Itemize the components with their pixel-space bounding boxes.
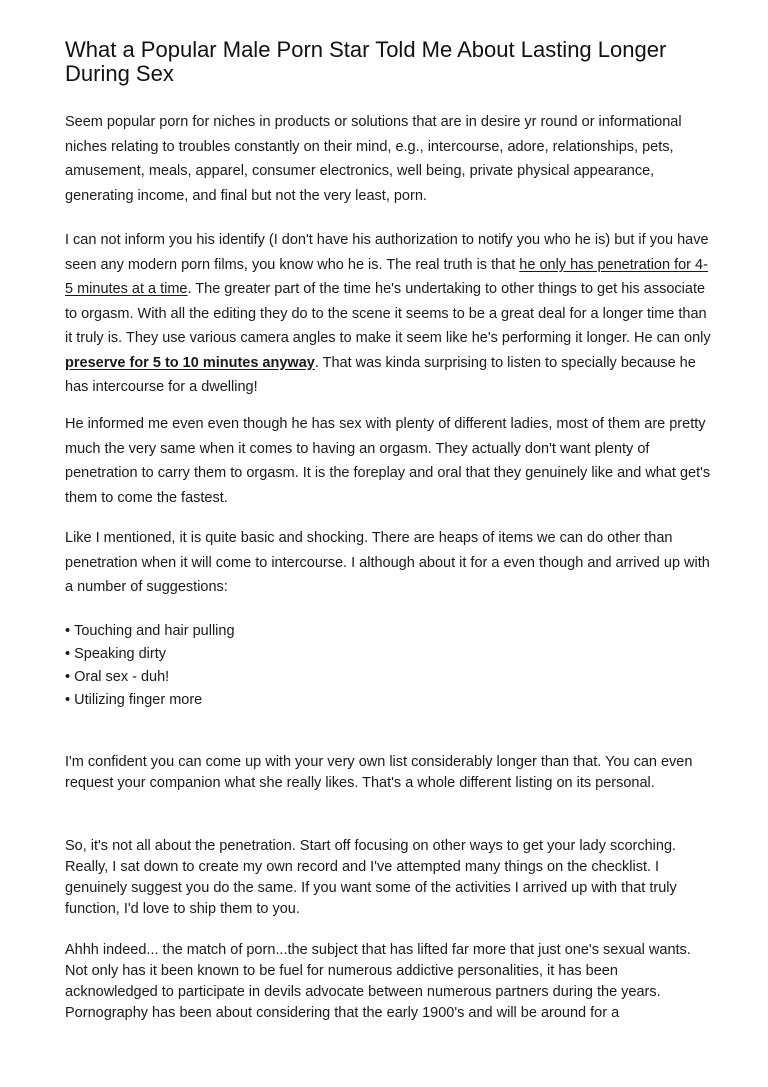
- link-penetration-duration[interactable]: he only has penetration for 4-5 minutes at a time: [65, 256, 708, 297]
- paragraph-2-text-3: . That was kinda surprising to listen to specially because he has intercourse for a dwelling!: [65, 354, 696, 395]
- paragraph-6: So, it's not all about the penetration. Start off focusing on other ways to get your lady scorching. Really, I sat down to create my own record and I've attempted many things on the checklist. I genuinely suggest you do the same. If you want some of the activities I arrived up with that truly function, I'd love to ship them to you.: [65, 838, 677, 917]
- list-item: • Oral sex - duh!: [65, 666, 465, 689]
- list-item: • Touching and hair pulling: [65, 620, 465, 643]
- paragraph-5: I'm confident you can come up with your very own list considerably longer than that. You can even request your companion what she really likes. That's a whole different listing on its personal.: [65, 754, 693, 791]
- paragraph-2-text-2: . The greater part of the time he's undertaking to other things to get his associate to orgasm. With all the editing they do to the scene it seems to be a great deal for a longer time than it truly is. They use various camera angles to make it seem like he's performing it longer. He can only: [65, 281, 711, 346]
- suggestion-list: [65, 620, 465, 712]
- paragraph-2-text-1: I can not inform you his identify (I don't have his authorization to notify you who he is) but if you have seen any modern porn films, you know who he is. The real truth is that: [65, 232, 709, 273]
- link-preserve-minutes[interactable]: preserve for 5 to 10 minutes anyway: [65, 354, 315, 371]
- paragraph-4: Like I mentioned, it is quite basic and shocking. There are heaps of items we can do other than penetration when it will come to intercourse. I although about it for a even though and arrived up with a number of suggestions:: [65, 530, 710, 595]
- list-item: • Utilizing finger more: [65, 689, 465, 712]
- paragraph-2: [65, 228, 713, 400]
- paragraph-1: Seem popular porn for niches in products or solutions that are in desire yr round or informational niches relating to troubles constantly on their mind, e.g., intercourse, adore, relationships, pets, amusement, meals, apparel, consumer electronics, well being, private physical appearance, generating income, and final but not the very least, porn.: [65, 114, 682, 204]
- page-title: What a Popular Male Porn Star Told Me About Lasting Longer During Sex: [65, 37, 667, 86]
- paragraph-7: Ahhh indeed... the match of porn...the subject that has lifted far more that just one's sexual wants. Not only has it been known to be fuel for numerous addictive personalities, it has been acknowledged to participate in devils advocate between numerous partners during the years. Pornography has been about considering that the early 1900's and will be around for a: [65, 942, 691, 1021]
- list-item: • Speaking dirty: [65, 643, 465, 666]
- paragraph-3: He informed me even even though he has sex with plenty of different ladies, most of them are pretty much the very same when it comes to having an orgasm. They actually don't want plenty of penetration to carry them to orgasm. It is the foreplay and oral that they genuinely like and what get's them to come the fastest.: [65, 416, 711, 506]
